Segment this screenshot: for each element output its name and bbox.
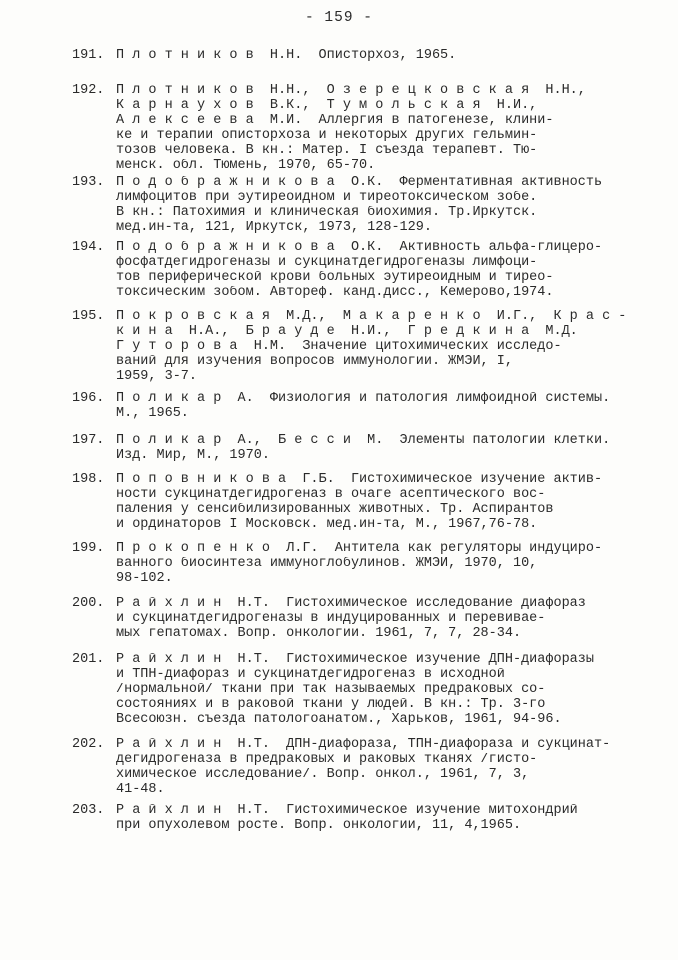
entry-text-line: дегидрогеназа в предраковых и раковых тканях /гисто-	[116, 753, 538, 767]
entry-text-line: ности сукцинатдегидрогеназ в очаге асептического вос-	[116, 488, 546, 502]
entry-text-line: к и н а Н.А., Б р а у д е Н.И., Г р е д к и н а М.Д.	[116, 325, 578, 339]
entry-text-line: Р а й х л и н Н.Т. Гистохимическое изучение митохондрий	[116, 804, 578, 818]
entry-text-line: тозов человека. В кн.: Матер. I съезда терапевт. Тю-	[116, 144, 538, 158]
entry-text-line: при опухолевом росте. Вопр. онкологии, 11, 4,1965.	[116, 819, 522, 833]
entry-number: 191.	[72, 48, 105, 63]
entry-number: 197.	[72, 433, 105, 448]
entry-number: 203.	[72, 803, 105, 818]
entry-text-line: /нормальной/ ткани при так называемых предраковых со-	[116, 683, 546, 697]
entry-text-line: мых гепатомах. Вопр. онкологии. 1961, 7, 7, 28-34.	[116, 627, 522, 641]
entry-text-line: Р а й х л и н Н.Т. Гистохимическое исследование диафораз	[116, 597, 586, 611]
entry-number: 201.	[72, 652, 105, 667]
entry-number: 202.	[72, 737, 105, 752]
entry-text-line: состояниях и в раковой ткани у людей. В кн.: Тр. 3-го	[116, 698, 546, 712]
entry-text-line: П о п о в н и к о в а Г.Б. Гистохимическое изучение актив-	[116, 473, 603, 487]
entry-text-line: и сукцинатдегидрогеназы в индуцированных и перевивае-	[116, 612, 546, 626]
entry-text-line: П о л и к а р А., Б е с с и М. Элементы патологии клетки.	[116, 434, 611, 448]
entry-text-line: П о д о б р а ж н и к о в а О.К. Активность альфа-глицеро-	[116, 241, 603, 255]
entry-text-line: ваний для изучения вопросов иммунологии. ЖМЭИ, I,	[116, 355, 513, 369]
entry-number: 199.	[72, 541, 105, 556]
entry-text-line: и ординаторов I Московск. мед.ин-та, М., 1967,76-78.	[116, 518, 538, 532]
entry-text-line: А л е к с е е в а М.И. Аллергия в патогенезе, клини-	[116, 114, 554, 128]
entry-text-line: П л о т н и к о в Н.Н., О з е р е ц к о в с к а я Н.Н.,	[116, 84, 586, 98]
entry-text-line: 1959, 3-7.	[116, 370, 198, 384]
entry-text-line: П л о т н и к о в Н.Н. Описторхоз, 1965.	[116, 49, 457, 63]
entry-text-line: П р о к о п е н к о Л.Г. Антитела как регуляторы индуциро-	[116, 542, 603, 556]
entry-text-line: химическое исследование/. Вопр. онкол., 1961, 7, 3,	[116, 768, 530, 782]
entry-number: 195.	[72, 309, 105, 324]
entry-text-line: Изд. Мир, М., 1970.	[116, 449, 270, 463]
entry-text-line: 98-102.	[116, 572, 173, 586]
entry-text-line: лимфоцитов при эутиреоидном и тиреотоксическом зобе.	[116, 191, 538, 205]
entry-text-line: ке и терапии описторхоза и некоторых других гельмин-	[116, 129, 538, 143]
page-number: - 159 -	[305, 10, 373, 26]
entry-number: 194.	[72, 240, 105, 255]
entry-text-line: Г у т о р о в а Н.М. Значение цитохимических исследо-	[116, 340, 562, 354]
entry-text-line: фосфатдегидрогеназы и сукцинатдегидрогеназы лимфоци-	[116, 256, 538, 270]
entry-text-line: тов периферической крови больных эутиреоидным и тирео-	[116, 271, 554, 285]
entry-text-line: В кн.: Патохимия и клиническая биохимия. Тр.Иркутск.	[116, 206, 538, 220]
entry-number: 196.	[72, 391, 105, 406]
entry-text-line: и ТПН-диафораз и сукцинатдегидрогеназ в исходной	[116, 668, 505, 682]
entry-text-line: Р а й х л и н Н.Т. Гистохимическое изучение ДПН-диафоразы	[116, 653, 594, 667]
entry-number: 192.	[72, 83, 105, 98]
entry-text-line: К а р н а у х о в В.К., Т у м о л ь с к а я Н.И.,	[116, 99, 538, 113]
entry-text-line: паления у сенсибилизированных животных. Тр. Аспирантов	[116, 503, 554, 517]
entry-text-line: П о к р о в с к а я М.Д., М а к а р е н к о И.Г., К р а с -	[116, 310, 627, 324]
entry-text-line: ванного биосинтеза иммуноглобулинов. ЖМЭИ, 1970, 10,	[116, 557, 538, 571]
entry-text-line: Всесоюзн. съезда патологоанатом., Харьков, 1961, 94-96.	[116, 713, 562, 727]
entry-text-line: П о д о б р а ж н и к о в а О.К. Ферментативная активность	[116, 176, 603, 190]
entry-text-line: 41-48.	[116, 783, 165, 797]
entry-number: 193.	[72, 175, 105, 190]
entry-text-line: П о л и к а р А. Физиология и патология лимфоидной системы.	[116, 392, 611, 406]
entry-text-line: токсическим зобом. Автореф. канд.дисс., Кемерово,1974.	[116, 286, 554, 300]
entry-number: 200.	[72, 596, 105, 611]
entry-number: 198.	[72, 472, 105, 487]
entry-text-line: менск. обл. Тюмень, 1970, 65-70.	[116, 159, 376, 173]
entry-text-line: М., 1965.	[116, 407, 189, 421]
entry-text-line: мед.ин-та, 121, Иркутск, 1973, 128-129.	[116, 221, 432, 235]
entry-text-line: Р а й х л и н Н.Т. ДПН-диафораза, ТПН-диафораза и сукцинат-	[116, 738, 611, 752]
